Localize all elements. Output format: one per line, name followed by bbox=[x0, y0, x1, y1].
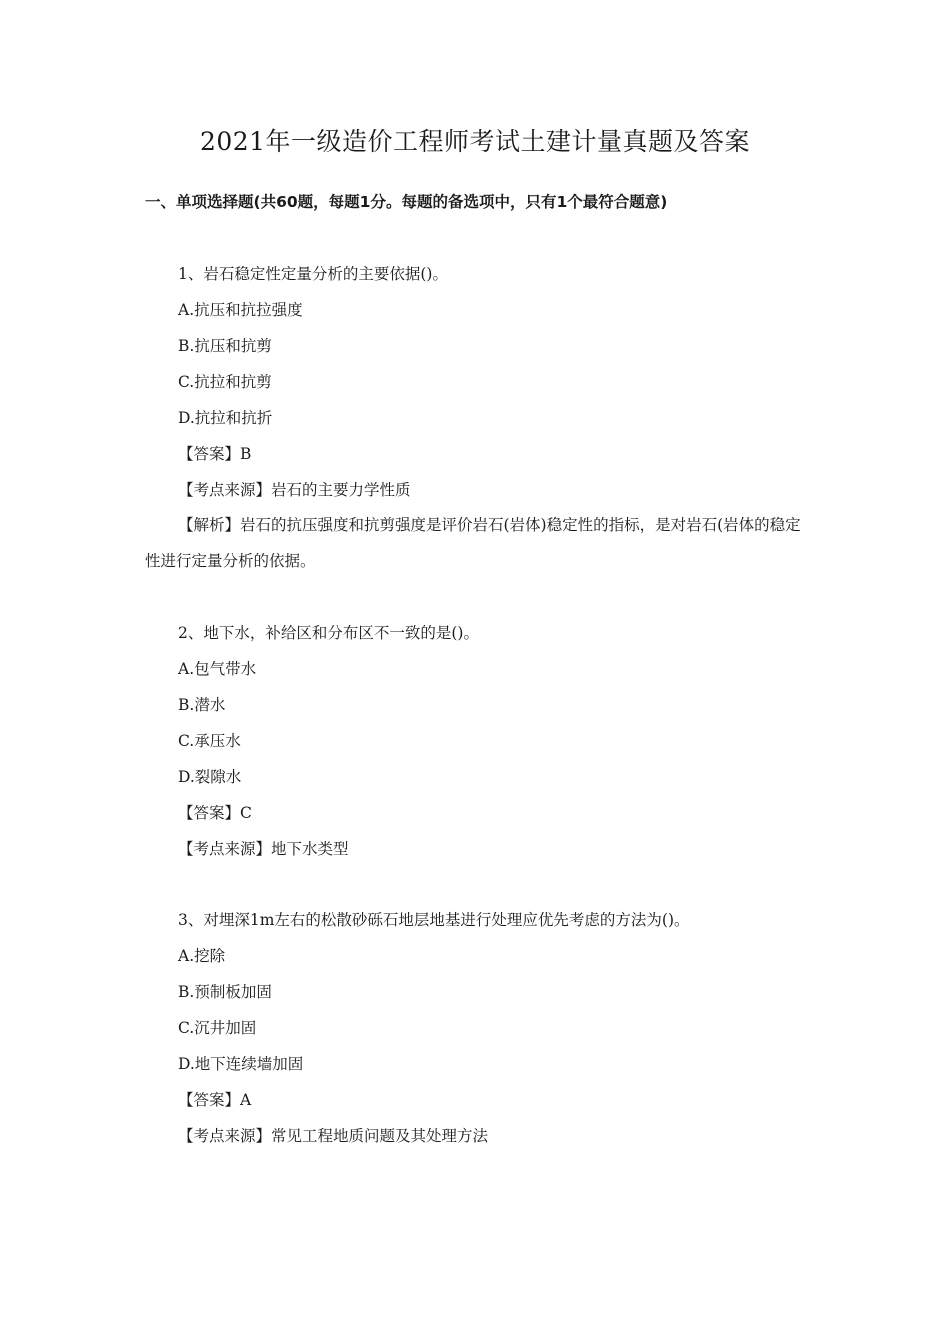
question-1-answer: 【答案】B bbox=[178, 445, 252, 463]
document-title: 2021年一级造价工程师考试土建计量真题及答案 bbox=[199, 127, 751, 156]
question-1-source: 【考点来源】岩石的主要力学性质 bbox=[178, 481, 411, 499]
question-3-option-b: B.预制板加固 bbox=[178, 983, 272, 1001]
question-3-option-d: D.地下连续墙加固 bbox=[178, 1055, 304, 1073]
question-2-option-b: B.潜水 bbox=[178, 696, 226, 714]
question-2-answer: 【答案】C bbox=[178, 804, 252, 822]
question-1-stem: 1、岩石稳定性定量分析的主要依据()。 bbox=[178, 265, 448, 283]
question-2-stem: 2、地下水，补给区和分布区不一致的是()。 bbox=[178, 624, 479, 642]
question-3-option-a: A.挖除 bbox=[178, 947, 226, 965]
question-1-option-d: D.抗拉和抗折 bbox=[178, 409, 273, 427]
question-1-analysis: 【解析】岩石的抗压强度和抗剪强度是评价岩石(岩体)稳定性的指标，是对岩石(岩体的稳定性进行定量分析的依据。 bbox=[145, 516, 801, 570]
question-1-option-c: C.抗拉和抗剪 bbox=[178, 373, 272, 391]
section-heading: 一、单项选择题(共60题，每题1分。每题的备选项中，只有1个最符合题意) bbox=[145, 193, 668, 211]
question-1-option-a: A.抗压和抗拉强度 bbox=[178, 301, 303, 319]
question-2-option-d: D.裂隙水 bbox=[178, 768, 242, 786]
question-3-option-c: C.沉井加固 bbox=[178, 1019, 257, 1037]
question-3-stem: 3、对埋深1m左右的松散砂砾石地层地基进行处理应优先考虑的方法为()。 bbox=[178, 911, 690, 929]
question-3-source: 【考点来源】常见工程地质问题及其处理方法 bbox=[178, 1127, 489, 1145]
question-2-option-a: A.包气带水 bbox=[178, 660, 257, 678]
question-1-option-b: B.抗压和抗剪 bbox=[178, 337, 272, 355]
question-2-source: 【考点来源】地下水类型 bbox=[178, 840, 349, 858]
question-3-answer: 【答案】A bbox=[178, 1091, 252, 1109]
question-2-option-c: C.承压水 bbox=[178, 732, 241, 750]
